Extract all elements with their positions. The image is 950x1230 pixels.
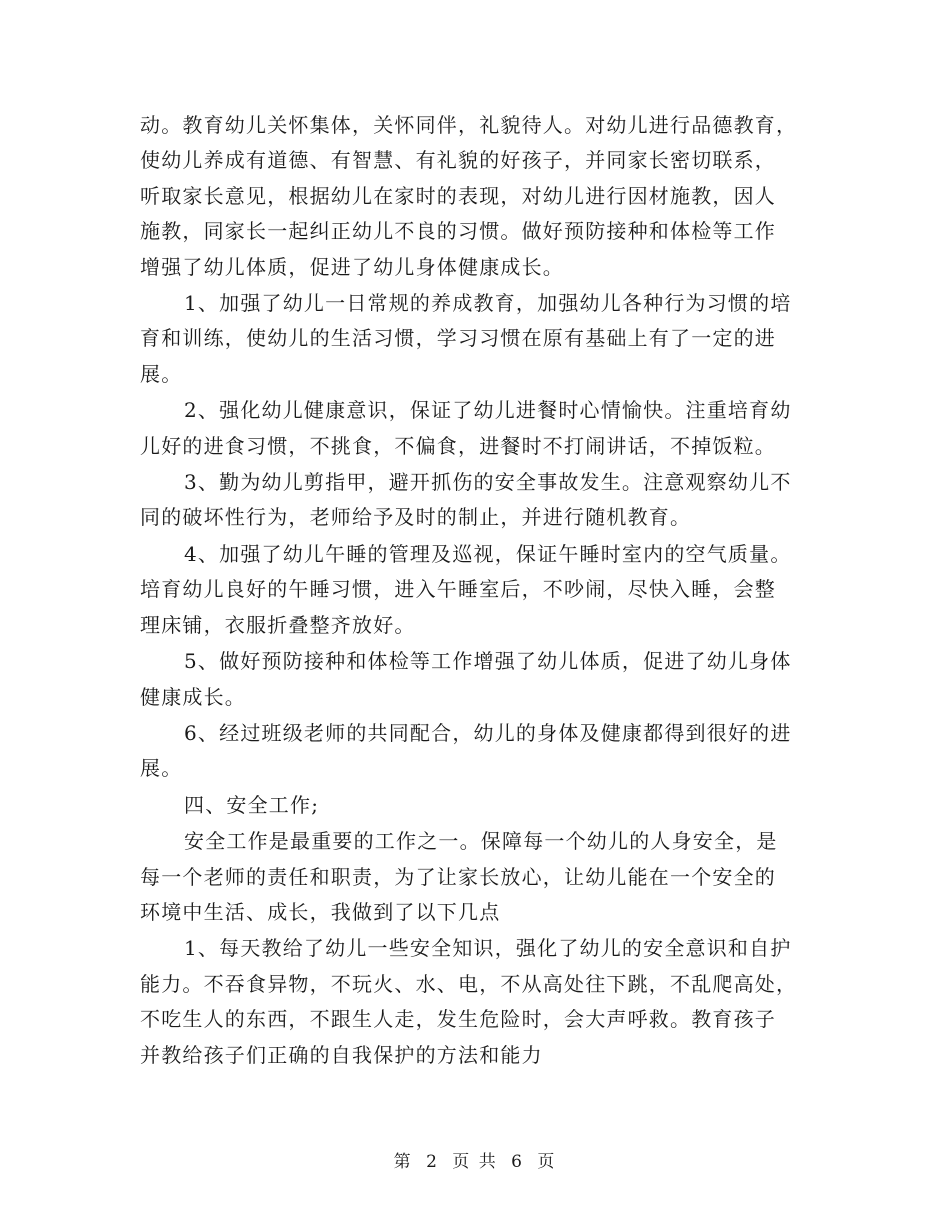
text-line: 动。教育幼儿关怀集体，关怀同伴，礼貌待人。对幼儿进行品德教育， (140, 113, 798, 137)
text-line: 能力。不吞食异物，不玩火、水、电，不从高处往下跳，不乱爬高处， (140, 971, 798, 996)
text-line: 6、经过班级老师的共同配合，幼儿的身体及健康都得到很好的进 (184, 720, 792, 745)
text-line: 每一个老师的责任和职责，为了让家长放心，让幼儿能在一个安全的 (140, 864, 776, 889)
text-line: 施教，同家长一起纠正幼儿不良的习惯。做好预防接种和体检等工作 (140, 219, 776, 244)
text-line: 环境中生活、成长，我做到了以下几点 (140, 899, 501, 924)
text-line: 听取家长意见，根据幼儿在家时的表现，对幼儿进行因材施教，因人 (140, 183, 776, 208)
text-line: 展。 (140, 756, 183, 781)
paragraph-5 (140, 644, 812, 715)
text-line: 4、加强了幼儿午睡的管理及巡视，保证午睡时室内的空气质量。 (184, 541, 792, 566)
text-line: 不吃生人的东西，不跟生人走，发生危险时，会大声呼救。教育孩子 (140, 1007, 776, 1032)
text-line: 并教给孩子们正确的自我保护的方法和能力 (140, 1042, 543, 1067)
section-heading (140, 788, 812, 823)
paragraph-3 (140, 465, 812, 536)
document-body (140, 108, 812, 1074)
text-line: 健康成长。 (140, 684, 246, 709)
text-line: 育和训练，使幼儿的生活习惯，学习习惯在原有基础上有了一定的进 (140, 326, 776, 351)
footer-middle: 页 共 (452, 1152, 498, 1172)
text-line: 使幼儿养成有道德、有智慧、有礼貌的好孩子，并同家长密切联系， (140, 148, 776, 173)
paragraph-8 (140, 824, 812, 930)
text-line: 儿好的进食习惯，不挑食，不偏食，进餐时不打闹讲话，不掉饭粒。 (140, 433, 776, 458)
paragraph-9 (140, 931, 812, 1073)
footer-prefix: 第 (393, 1152, 413, 1172)
text-line: 培育幼儿良好的午睡习惯，进入午睡室后，不吵闹，尽快入睡，会整 (140, 577, 776, 602)
paragraph-2 (140, 393, 812, 464)
paragraph-1 (140, 286, 812, 392)
text-line: 1、每天教给了幼儿一些安全知识，强化了幼儿的安全意识和自护 (184, 936, 792, 961)
text-line: 展。 (140, 361, 183, 386)
text-line: 3、勤为幼儿剪指甲，避开抓伤的安全事故发生。注意观察幼儿不 (184, 470, 792, 495)
heading-text: 四、安全工作; (184, 792, 320, 817)
text-line: 2、强化幼儿健康意识，保证了幼儿进餐时心情愉快。注重培育幼 (184, 398, 792, 423)
text-line: 1、加强了幼儿一日常规的养成教育，加强幼儿各种行为习惯的培 (184, 291, 792, 316)
footer-suffix: 页 (537, 1152, 557, 1172)
paragraph-4 (140, 537, 812, 643)
page-footer (0, 1147, 950, 1172)
text-line: 安全工作是最重要的工作之一。保障每一个幼儿的人身安全，是 (184, 829, 778, 854)
text-line: 同的破坏性行为，老师给予及时的制止，并进行随机教育。 (140, 505, 692, 530)
paragraph-0 (140, 108, 812, 285)
page-total: 6 (511, 1152, 524, 1172)
paragraph-6 (140, 716, 812, 787)
text-line: 5、做好预防接种和体检等工作增强了幼儿体质，促进了幼儿身体 (184, 649, 792, 674)
text-line: 增强了幼儿体质，促进了幼儿身体健康成长。 (140, 254, 564, 279)
page-number: 2 (426, 1152, 439, 1172)
text-line: 理床铺，衣服折叠整齐放好。 (140, 612, 416, 637)
